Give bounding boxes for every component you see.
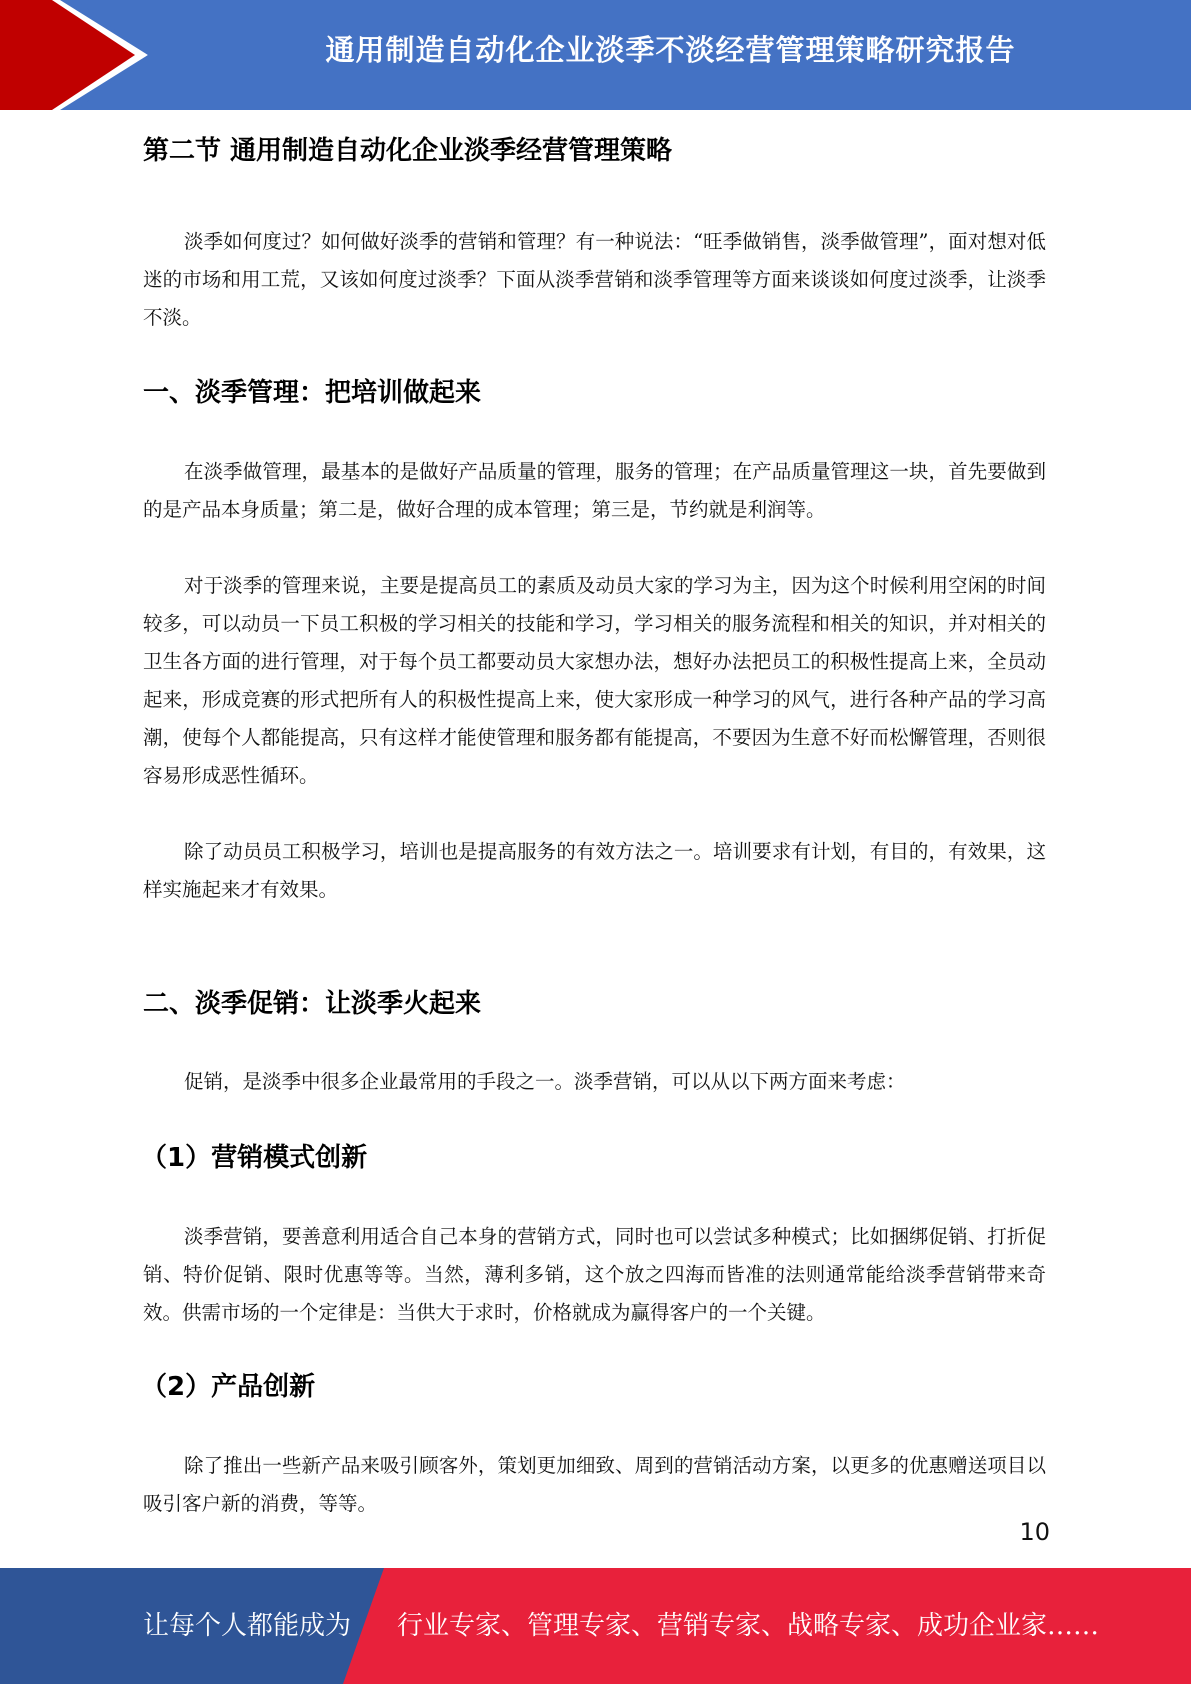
part2-sub1-paragraph: 淡季营销，要善意利用适合自己本身的营销方式，同时也可以尝试多种模式；比如捆绑促销、打折促销、特价促销、限时优惠等等。当然，薄利多销，这个放之四海而皆准的法则通常能给淡季营销带来奇效。供需市场的一个定律是：当供大于求时，价格就成为赢得客户的一个关键。 bbox=[143, 1225, 1046, 1324]
part2-intro-paragraph: 促销，是淡季中很多企业最常用的手段之一。淡季营销，可以从以下两方面来考虑： bbox=[184, 1070, 906, 1093]
report-title: 通用制造自动化企业淡季不淡经营管理策略研究报告 bbox=[325, 33, 1016, 67]
part2-sub2-paragraph: 除了推出一些新产品来吸引顾客外，策划更加细致、周到的营销活动方案，以更多的优惠赠送项目以吸引客户新的消费，等等。 bbox=[143, 1454, 1046, 1515]
part2-sub1-heading: （1）营销模式创新 bbox=[141, 1143, 368, 1173]
section-intro-paragraph: 淡季如何度过？如何做好淡季的营销和管理？有一种说法：“旺季做销售，淡季做管理”，面对想对低迷的市场和用工荒，又该如何度过淡季？下面从淡季营销和淡季管理等方面来谈谈如何度过淡季，让淡季不淡。 bbox=[143, 230, 1046, 329]
part1-paragraph-2: 对于淡季的管理来说，主要是提高员工的素质及动员大家的学习为主，因为这个时候利用空闲的时间较多，可以动员一下员工积极的学习相关的技能和学习，学习相关的服务流程和相关的知识，并对相关的卫生各方面的进行管理，对于每个员工都要动员大家想办法，想好办法把员工的积极性提高上来，全员动起来，形成竞赛的形式把所有人的积极性提高上来，使大家形成一种学习的风气，进行各种产品的学习高潮，使每个人都能提高，只有这样才能使管理和服务都有能提高，不要因为生意不好而松懈管理，否则很容易形成恶性循环。 bbox=[143, 574, 1046, 787]
footer-slogan-left: 让每个人都能成为 bbox=[143, 1611, 352, 1641]
part1-paragraph-1: 在淡季做管理，最基本的是做好产品质量的管理，服务的管理；在产品质量管理这一块，首先要做到的是产品本身质量；第二是，做好合理的成本管理；第三是，节约就是利润等。 bbox=[143, 460, 1046, 521]
footer-slogan-right: 行业专家、管理专家、营销专家、战略专家、成功企业家…… bbox=[397, 1611, 1100, 1641]
part2-heading: 二、淡季促销：让淡季火起来 bbox=[143, 989, 482, 1019]
page-number: 10 bbox=[1019, 1518, 1050, 1546]
header-arrow-decoration bbox=[0, 0, 150, 110]
part2-sub2-heading: （2）产品创新 bbox=[141, 1372, 316, 1402]
report-footer bbox=[0, 1568, 1191, 1684]
section-title: 第二节 通用制造自动化企业淡季经营管理策略 bbox=[143, 136, 673, 166]
part1-heading: 一、淡季管理：把培训做起来 bbox=[143, 378, 482, 408]
part1-paragraph-3: 除了动员员工积极学习，培训也是提高服务的有效方法之一。培训要求有计划，有目的，有效果，这样实施起来才有效果。 bbox=[143, 840, 1046, 901]
report-header bbox=[0, 0, 1191, 110]
